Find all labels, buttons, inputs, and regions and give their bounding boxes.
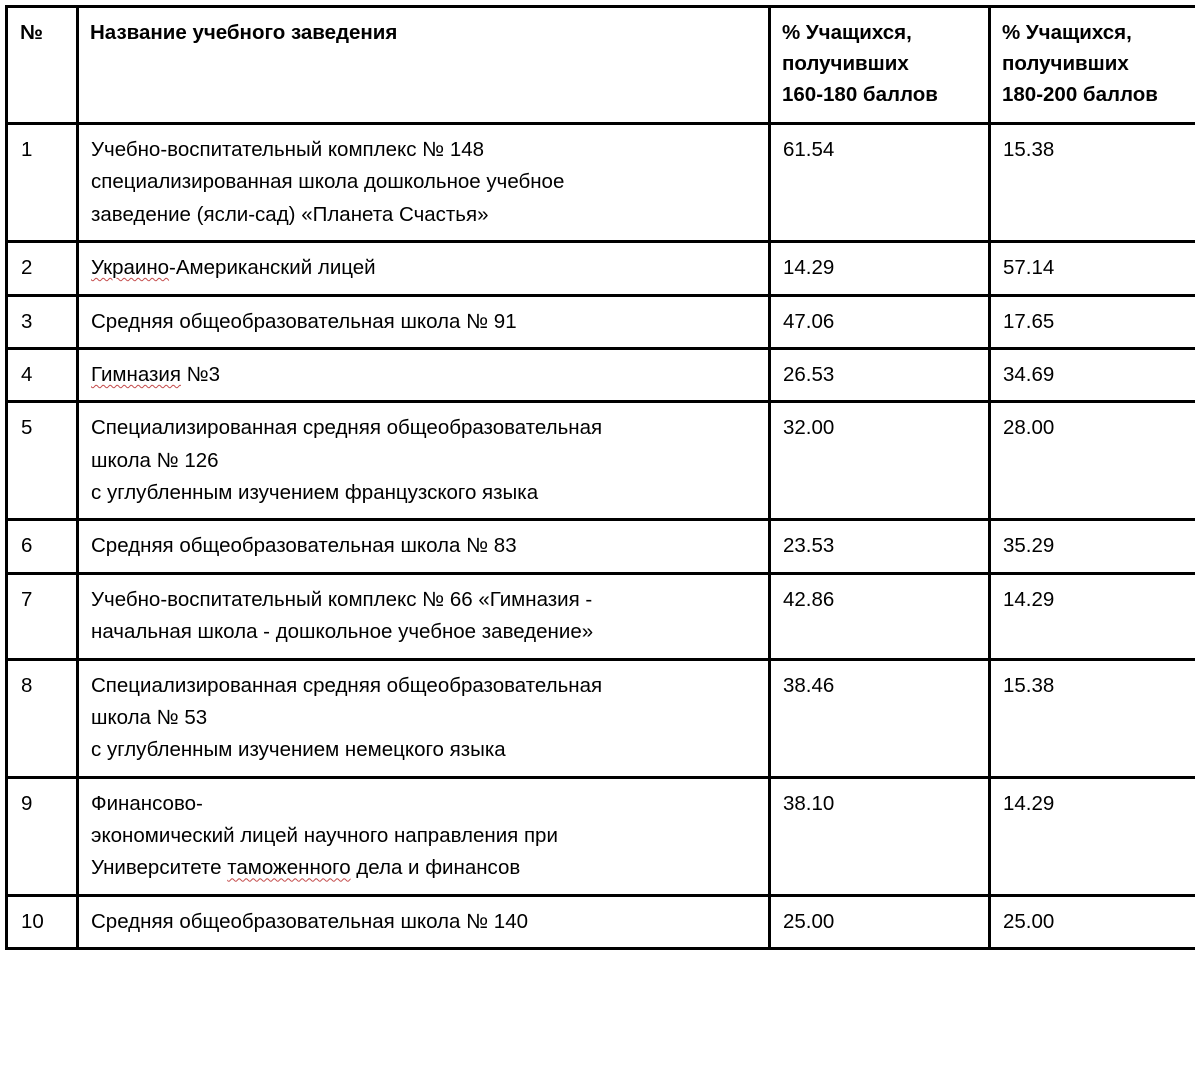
cell-score-160-180: 26.53 (770, 348, 990, 401)
header-line: получивших (1002, 52, 1129, 76)
table-header (7, 7, 1195, 124)
institution-name-line: с углубленным изучением немецкого языка (91, 738, 506, 762)
institution-name-line: Гимназия №3 (91, 362, 221, 386)
cell-row-number: 3 (7, 295, 78, 348)
table-row (7, 520, 1195, 573)
cell-score-160-180: 38.10 (770, 777, 990, 895)
cell-score-160-180: 42.86 (770, 573, 990, 659)
cell-row-number: 10 (7, 895, 78, 948)
cell-row-number: 7 (7, 573, 78, 659)
table-row (7, 895, 1195, 948)
column-header-score-160-180 (770, 7, 990, 124)
column-header-institution-name (78, 7, 770, 124)
table-row (7, 659, 1195, 777)
cell-institution-name (78, 402, 770, 520)
cell-score-180-200: 15.38 (990, 124, 1195, 242)
institution-name-line: Средняя общеобразовательная школа № 140 (91, 909, 528, 933)
header-line: 160-180 баллов (782, 83, 938, 107)
cell-institution-name (78, 659, 770, 777)
institution-name-line: школа № 126 (91, 448, 219, 472)
cell-row-number: 2 (7, 242, 78, 295)
header-line: Название учебного заведения (90, 21, 398, 44)
cell-row-number: 5 (7, 402, 78, 520)
cell-score-180-200: 17.65 (990, 295, 1195, 348)
spellcheck-underline: Украино (91, 256, 170, 280)
header-line: № (20, 21, 43, 44)
cell-score-180-200: 14.29 (990, 573, 1195, 659)
results-table (5, 5, 1195, 950)
cell-score-180-200: 35.29 (990, 520, 1195, 573)
institution-name-line: Украино-Американский лицей (91, 256, 376, 280)
cell-institution-name (78, 777, 770, 895)
spellcheck-underline: таможенного (227, 856, 351, 880)
institution-name-line: Средняя общеобразовательная школа № 91 (91, 309, 517, 333)
cell-score-180-200: 34.69 (990, 348, 1195, 401)
cell-score-160-180: 38.46 (770, 659, 990, 777)
header-line: % Учащихся, (1002, 21, 1132, 44)
column-header-score-180-200 (990, 7, 1195, 124)
cell-score-160-180: 61.54 (770, 124, 990, 242)
table-row (7, 777, 1195, 895)
header-line: 180-200 баллов (1002, 83, 1158, 107)
institution-name-line: Специализированная средняя общеобразовательная (91, 416, 603, 440)
institution-name-line: начальная школа - дошкольное учебное заведение» (91, 620, 594, 644)
cell-institution-name (78, 242, 770, 295)
institution-name-line: школа № 53 (91, 705, 208, 729)
cell-institution-name (78, 348, 770, 401)
header-line: получивших (782, 52, 909, 76)
cell-institution-name (78, 520, 770, 573)
institution-name-line: Финансово- (91, 791, 203, 815)
cell-institution-name (78, 124, 770, 242)
cell-row-number: 1 (7, 124, 78, 242)
spellcheck-underline: Гимназия (91, 362, 181, 386)
header-line: % Учащихся, (782, 21, 912, 44)
header-row (7, 7, 1195, 124)
cell-score-180-200: 25.00 (1003, 909, 1055, 933)
cell-score-160-180: 47.06 (770, 295, 990, 348)
institution-name-line: Специализированная средняя общеобразовательная (91, 673, 603, 697)
institution-name-line: Учебно-воспитательный комплекс № 148 (91, 138, 485, 161)
cell-score-160-180: 23.53 (770, 520, 990, 573)
cell-row-number: 8 (7, 659, 78, 777)
cell-score-160-180: 14.29 (770, 242, 990, 295)
table-row (7, 348, 1195, 401)
institution-name-line: Университете таможенного дела и финансов (91, 856, 521, 880)
cell-row-number: 4 (7, 348, 78, 401)
cell-institution-name (78, 573, 770, 659)
cell-score-180-200: 15.38 (990, 659, 1195, 777)
cell-score-160-180: 32.00 (770, 402, 990, 520)
cell-score-180-200: 28.00 (990, 402, 1195, 520)
cell-institution-name (78, 295, 770, 348)
cell-score-180-200: 14.29 (990, 777, 1195, 895)
table-row (7, 124, 1195, 242)
table-row (7, 295, 1195, 348)
table-row (7, 242, 1195, 295)
cell-institution-name (78, 895, 770, 948)
cell-score-160-180: 25.00 (770, 895, 990, 948)
institution-name-line: экономический лицей научного направления при (91, 824, 558, 847)
table-row (7, 402, 1195, 520)
institution-name-line: Учебно-воспитательный комплекс № 66 «Гимназия - (91, 587, 593, 611)
cell-row-number: 9 (7, 777, 78, 895)
institution-name-line: специализированная школа дошкольное учебное (91, 170, 565, 194)
cell-row-number: 6 (7, 520, 78, 573)
institution-name-line: с углубленным изучением французского языка (91, 481, 539, 504)
table-body (7, 124, 1195, 949)
column-header-number (7, 7, 78, 124)
table-row (7, 573, 1195, 659)
institution-name-line: заведение (ясли-сад) «Планета Счастья» (91, 202, 489, 226)
cell-score-180-200: 57.14 (990, 242, 1195, 295)
institution-name-line: Средняя общеобразовательная школа № 83 (91, 534, 517, 558)
